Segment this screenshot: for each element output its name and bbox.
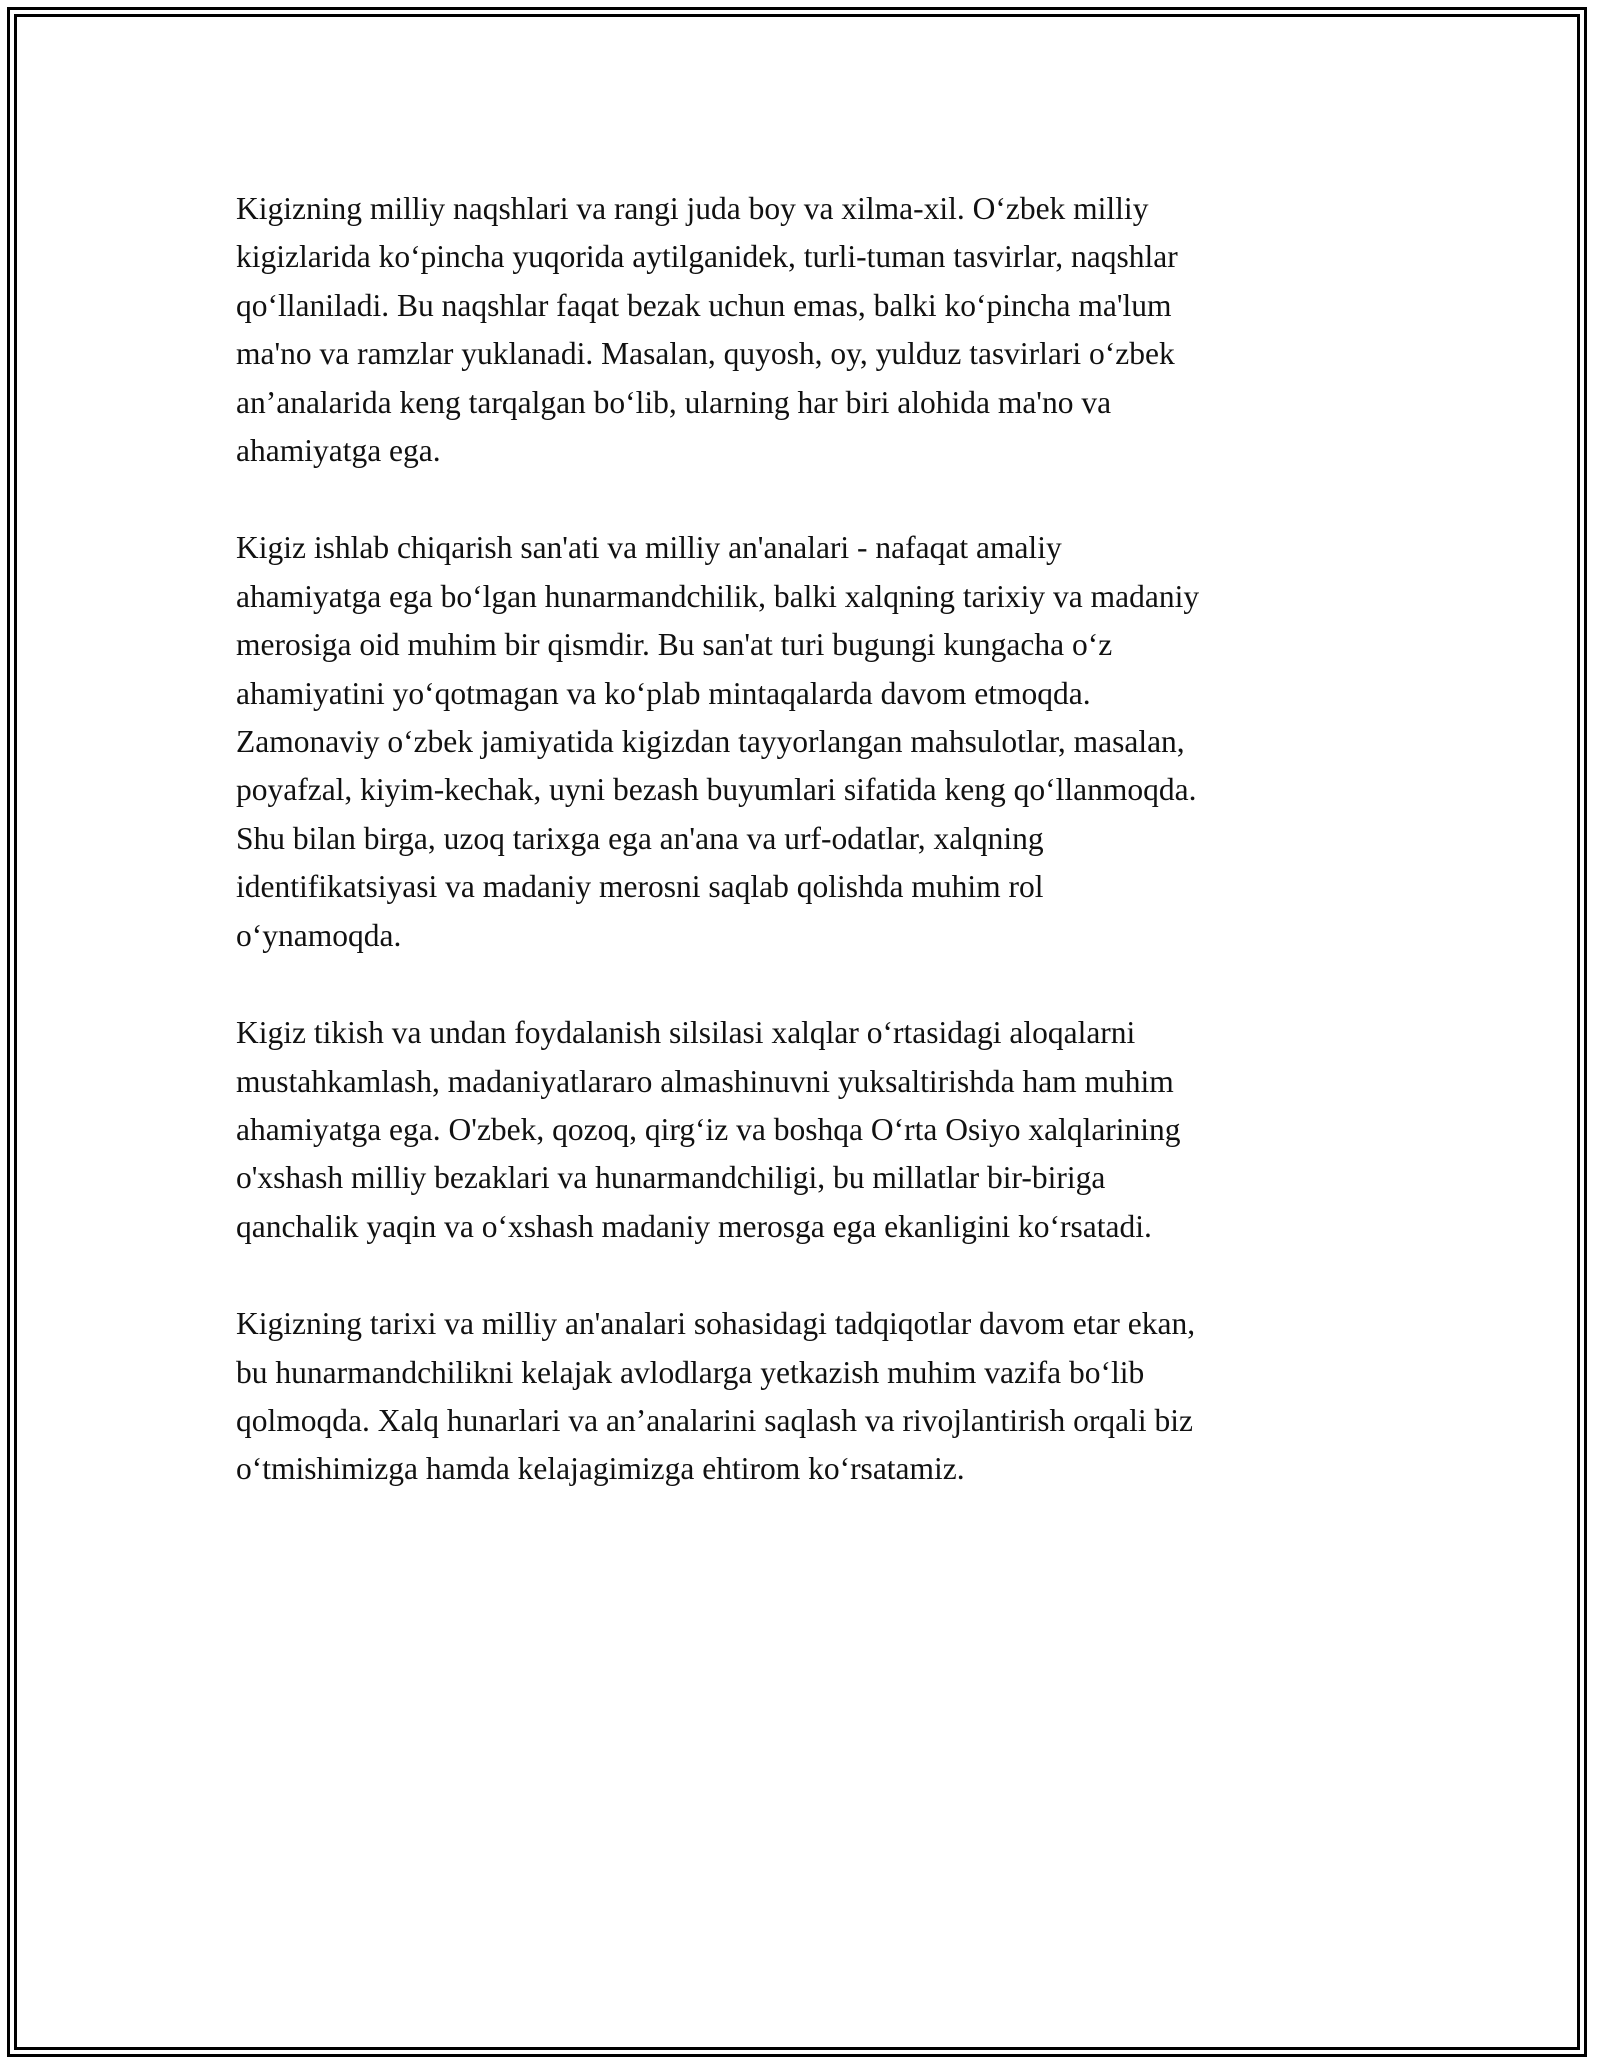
text-line: Shu bilan birga, uzoq tarixga ega an'ana va urf-odatlar, xalqning: [236, 820, 1044, 856]
text-line: merosiga oid muhim bir qismdir. Bu san'at turi bugungi kungacha o‘z: [236, 627, 1113, 663]
text-line: Kigizning tarixi va milliy an'analari sohasidagi tadqiqotlar davom etar ekan,: [236, 1306, 1196, 1342]
text-line: ahamiyatga ega.: [236, 433, 441, 469]
text-line: Kigizning milliy naqshlari va rangi juda boy va xilma-xil. O‘zbek milliy: [236, 191, 1149, 226]
text-line: poyafzal, kiyim-kechak, uyni bezash buyumlari sifatida keng qo‘llanmoqda.: [236, 772, 1197, 808]
text-line: qolmoqda. Xalq hunarlari va an’analarini saqlash va rivojlantirish orqali biz: [236, 1402, 1193, 1438]
text-line: ma'no va ramzlar yuklanadi. Masalan, quyosh, oy, yulduz tasvirlari o‘zbek: [236, 336, 1175, 372]
paragraph-2: [236, 524, 1376, 960]
text-line: o‘tmishimizga hamda kelajagimizga ehtirom ko‘rsatamiz.: [236, 1451, 965, 1487]
text-line: an’analarida keng tarqalgan bo‘lib, ularning har biri alohida ma'no va: [236, 384, 1112, 420]
text-line: qanchalik yaqin va o‘xshash madaniy merosga ega ekanligini ko‘rsatadi.: [236, 1208, 1152, 1244]
paragraph-1: [236, 185, 1376, 475]
text-line: qo‘llaniladi. Bu naqshlar faqat bezak uchun emas, balki ko‘pincha ma'lum: [236, 287, 1172, 323]
text-line: mustahkamlash, madaniyatlararo almashinuvni yuksaltirishda ham muhim: [236, 1063, 1174, 1099]
paragraph-4: [236, 1300, 1376, 1494]
text-line: ahamiyatini yo‘qotmagan va ko‘plab mintaqalarda davom etmoqda.: [236, 675, 1091, 711]
text-line: bu hunarmandchilikni kelajak avlodlarga yetkazish muhim vazifa bo‘lib: [236, 1354, 1145, 1390]
text-line: Zamonaviy o‘zbek jamiyatida kigizdan tayyorlangan mahsulotlar, masalan,: [236, 724, 1185, 760]
text-line: kigizlarida ko‘pincha yuqorida aytilganidek, turli-tuman tasvirlar, naqshlar: [236, 239, 1178, 275]
document-body: [236, 185, 1376, 1543]
text-line: Kigiz ishlab chiqarish san'ati va milliy an'analari - nafaqat amaliy: [236, 530, 1062, 566]
text-line: Kigiz tikish va undan foydalanish silsilasi xalqlar o‘rtasidagi aloqalarni: [236, 1015, 1136, 1051]
text-line: o‘ynamoqda.: [236, 917, 402, 953]
text-line: ahamiyatga ega bo‘lgan hunarmandchilik, balki xalqning tarixiy va madaniy: [236, 578, 1200, 614]
text-line: ahamiyatga ega. O'zbek, qozoq, qirg‘iz va boshqa O‘rta Osiyo xalqlarining: [236, 1111, 1181, 1147]
text-line: identifikatsiyasi va madaniy merosni saqlab qolishda muhim rol: [236, 869, 1044, 905]
text-line: o'xshash milliy bezaklari va hunarmandchiligi, bu millatlar bir-biriga: [236, 1160, 1106, 1196]
paragraph-3: [236, 1009, 1376, 1251]
